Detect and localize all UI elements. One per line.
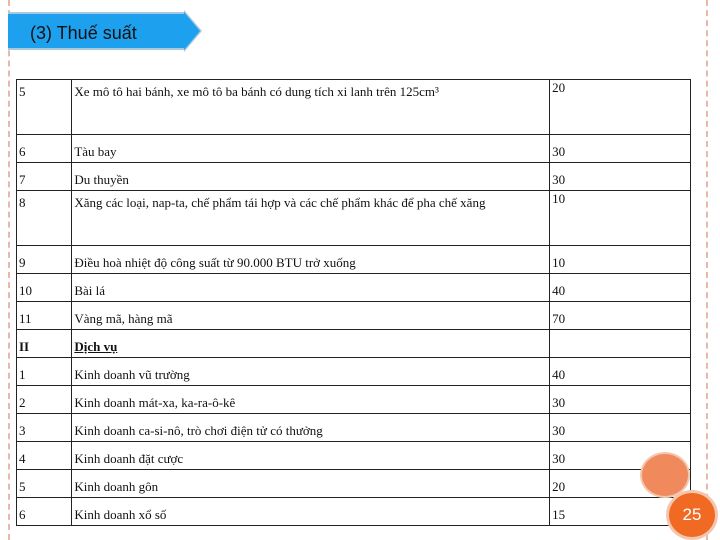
row-item: Kinh doanh mát-xa, ka-ra-ô-kê: [72, 386, 550, 414]
table-row: [17, 135, 691, 163]
table-row: [17, 246, 691, 274]
table-row: [17, 358, 691, 386]
row-rate: 10: [550, 191, 691, 246]
row-number: 3: [17, 414, 72, 442]
row-number: 9: [17, 246, 72, 274]
row-rate: 30: [550, 135, 691, 163]
section-label: Dịch vụ: [74, 339, 118, 354]
row-number: 1: [17, 358, 72, 386]
table-row: [17, 386, 691, 414]
right-dashed-rule: [706, 0, 708, 540]
row-rate: 40: [550, 358, 691, 386]
row-item: Kinh doanh vũ trường: [72, 358, 550, 386]
banner-arrow: [184, 12, 200, 50]
row-rate: 20: [550, 80, 691, 135]
banner-title: (3) Thuế suất: [30, 23, 137, 43]
row-number: 6: [17, 135, 72, 163]
row-item: Tàu bay: [72, 135, 550, 163]
row-number: 11: [17, 302, 72, 330]
table-row: [17, 442, 691, 470]
row-item: Du thuyền: [72, 163, 550, 191]
row-number: 10: [17, 274, 72, 302]
row-number: 5: [17, 80, 72, 135]
row-number: 8: [17, 191, 72, 246]
table-row: [17, 470, 691, 498]
row-item: Xe mô tô hai bánh, xe mô tô ba bánh có dung tích xi lanh trên 125cm³: [72, 80, 550, 135]
row-rate: 30: [550, 442, 691, 470]
row-number: 7: [17, 163, 72, 191]
row-item: Điều hoà nhiệt độ công suất từ 90.000 BTU trở xuống: [72, 246, 550, 274]
section-rate-empty: [550, 330, 691, 358]
table-row: [17, 80, 691, 135]
row-item: Kinh doanh đặt cược: [72, 442, 550, 470]
page-number-badge: [666, 490, 718, 540]
table-row: [17, 302, 691, 330]
table-row: [17, 498, 691, 526]
row-rate: 15: [550, 498, 691, 526]
row-item: Xăng các loại, nap-ta, chế phẩm tái hợp và các chế phẩm khác để pha chế xăng: [72, 191, 550, 246]
table-row: [17, 274, 691, 302]
table-row: [17, 163, 691, 191]
row-rate: 20: [550, 470, 691, 498]
tax-rate-table: [16, 79, 691, 526]
row-rate: 10: [550, 246, 691, 274]
row-rate: 30: [550, 386, 691, 414]
row-item: Kinh doanh gôn: [72, 470, 550, 498]
row-rate: 30: [550, 163, 691, 191]
row-item: Vàng mã, hàng mã: [72, 302, 550, 330]
page-number: 25: [682, 505, 702, 524]
title-banner: [8, 12, 184, 50]
table-row: [17, 414, 691, 442]
left-dashed-rule: [8, 0, 10, 540]
row-number: 4: [17, 442, 72, 470]
row-item: Bài lá: [72, 274, 550, 302]
table-row: [17, 191, 691, 246]
row-number: 5: [17, 470, 72, 498]
section-number: II: [17, 330, 72, 358]
row-rate: 30: [550, 414, 691, 442]
row-number: 2: [17, 386, 72, 414]
row-number: 6: [17, 498, 72, 526]
row-rate: 40: [550, 274, 691, 302]
row-item: Kinh doanh xổ số: [72, 498, 550, 526]
row-rate: 70: [550, 302, 691, 330]
section-row: [17, 330, 691, 358]
row-item: Kinh doanh ca-si-nô, trò chơi điện tử có thưởng: [72, 414, 550, 442]
